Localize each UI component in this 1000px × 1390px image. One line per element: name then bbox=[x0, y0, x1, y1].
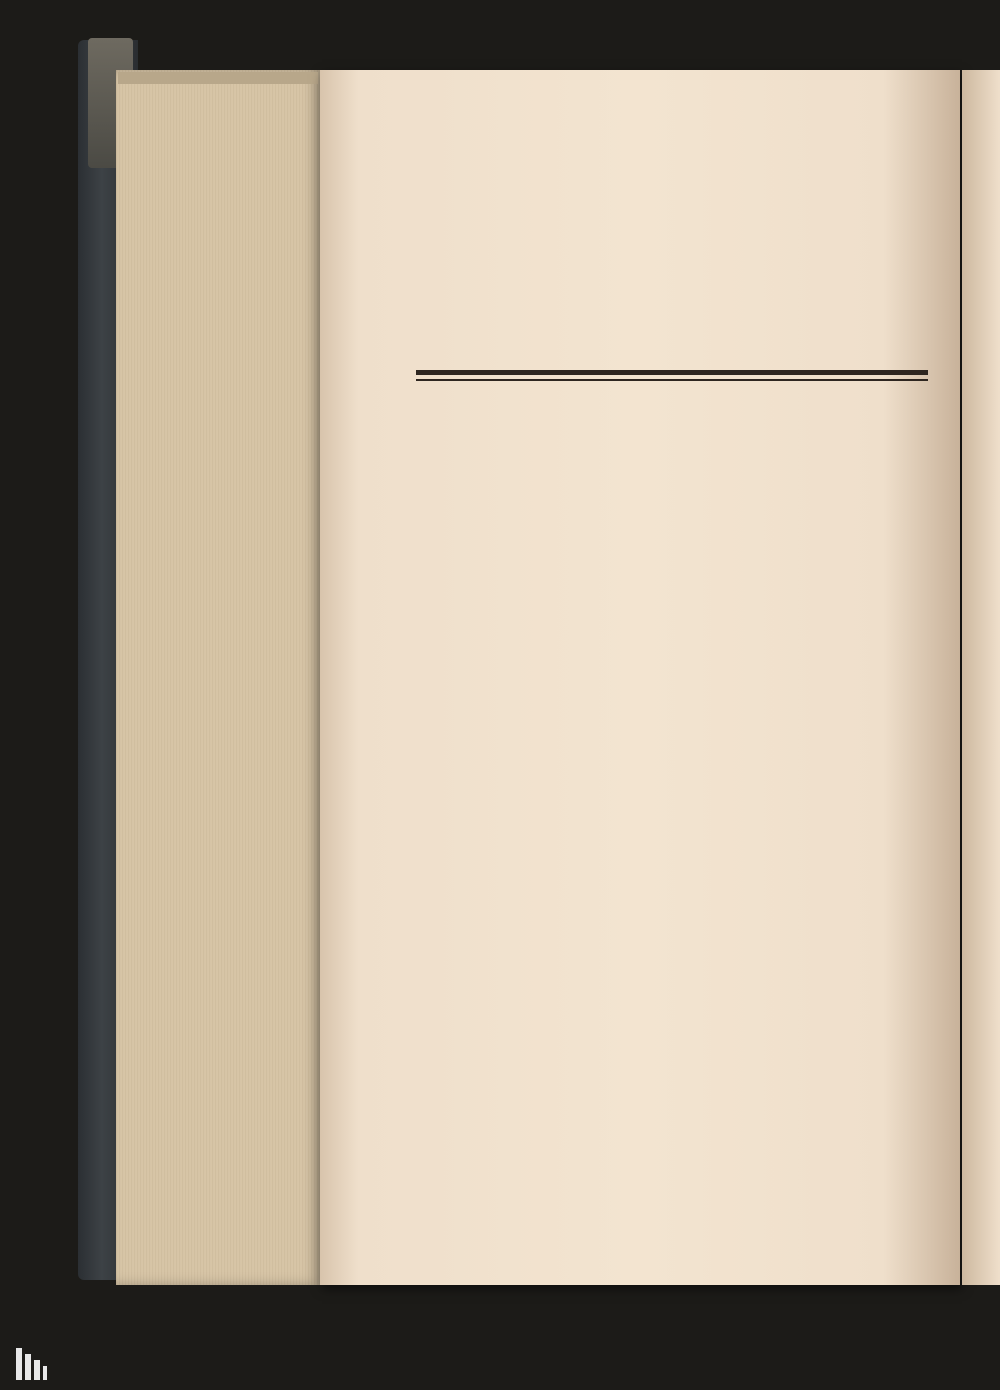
section-rule-thick bbox=[416, 370, 928, 375]
page-edges bbox=[116, 70, 322, 1285]
facing-page bbox=[962, 70, 1000, 1285]
section-rule-thin bbox=[416, 379, 928, 381]
book-page bbox=[320, 70, 960, 1285]
library-logo-icon bbox=[14, 1344, 48, 1384]
footer-bar bbox=[0, 1340, 1000, 1390]
page-edges-top bbox=[118, 72, 318, 84]
drop-cap bbox=[418, 632, 464, 690]
